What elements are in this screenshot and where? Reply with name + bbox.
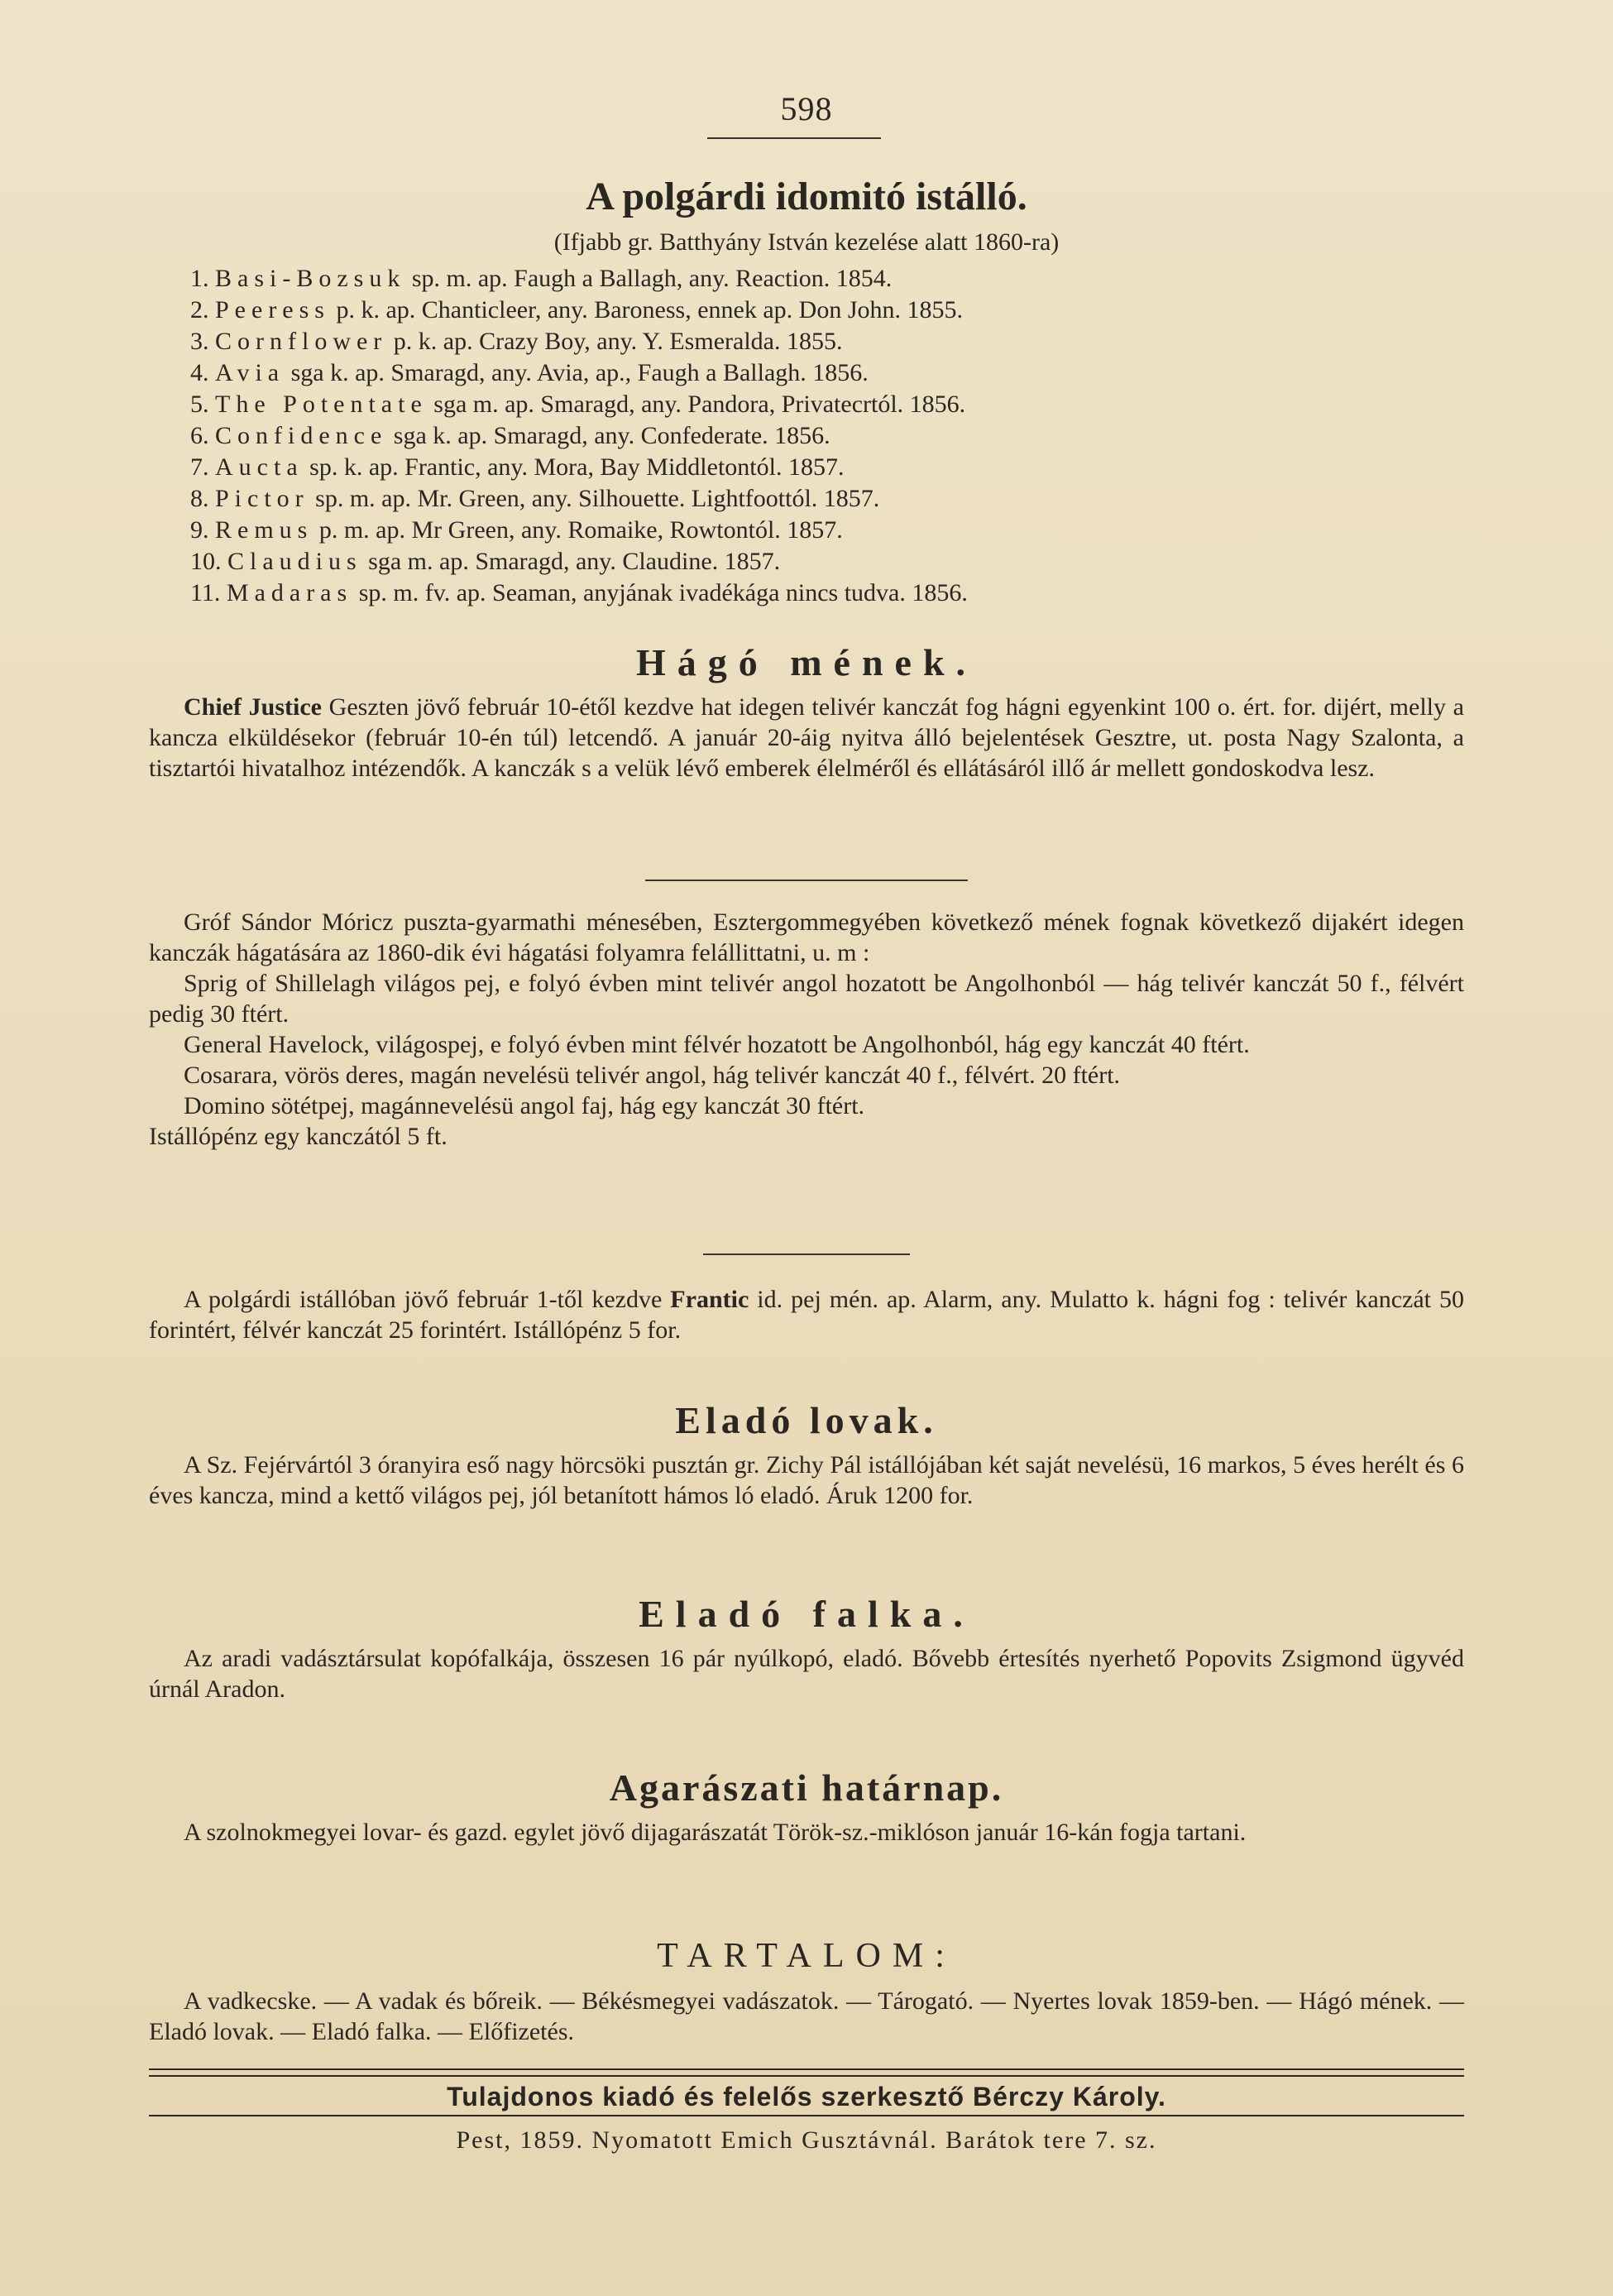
entry-number: 9. <box>190 516 209 544</box>
stable-title: A polgárdi idomitó istálló. <box>586 175 1027 218</box>
stable-subtitle: (Ifjabb gr. Batthyány István kezelése alatt 1860-ra) <box>553 228 1060 256</box>
entry-number: 4. <box>190 359 209 386</box>
stable-fee: Istállópénz egy kanczától 5 ft. <box>149 1123 448 1150</box>
list-item <box>190 357 1348 389</box>
polgardi-text-post: id. pej mén. ap. Alarm, any. Mulatto k. hágni fog : telivér kanczát 50 forintért, félvér kanczát 25 forintért. Istállópénz 5 for. <box>149 1286 1464 1344</box>
horse-name: Cornflower <box>215 328 388 355</box>
list-item <box>190 483 1348 515</box>
elado-lovak-paragraph: A Sz. Fejérvártól 3 óranyira eső nagy hörcsöki pusztán gr. Zichy Pál istállójában két saját nevelésü, 16 markos, 5 éves herélt és 6 éves kancza, mind a kettő világos pej, jól betanított hámos ló eladó. Áruk 1200 for. <box>149 1451 1464 1509</box>
horse-name: Pictor <box>215 485 309 512</box>
toc-title: TARTALOM: <box>657 1937 956 1975</box>
elado-falka-paragraph: Az aradi vadásztársulat kopófalkája, összesen 16 pár nyúlkopó, eladó. Bővebb értesítés nyerhető Popovits Zsigmond ügyvéd úrnál Aradon. <box>149 1645 1464 1703</box>
entry-number: 11. <box>190 579 221 606</box>
list-item <box>190 420 1348 452</box>
agar-paragraph: A szolnokmegyei lovar- és gazd. egylet jövő dijagarászatát Török-sz.-miklóson január 16-kán fogja tartani. <box>184 1819 1247 1846</box>
entry-description: sga m. ap. Smaragd, any. Pandora, Privatecrtól. 1856. <box>427 391 966 418</box>
sandor-section <box>149 907 1464 1152</box>
entry-number: 10. <box>190 548 222 575</box>
hago-paragraph <box>149 692 1464 784</box>
elado-falka-title: Eladó falka. <box>639 1593 974 1635</box>
horse-name: Remus <box>215 516 314 544</box>
entry-description: sp. k. ap. Frantic, any. Mora, Bay Middletontól. 1857. <box>303 453 845 481</box>
footer-rule-lower <box>149 2115 1464 2116</box>
entry-description: sp. m. fv. ap. Seaman, anyjának ivadékága nincs tudva. 1856. <box>352 579 968 606</box>
hago-text: Geszten jövő február 10-étől kezdve hat idegen telivér kanczát fog hágni egyenkint 100 o. ért. for. dijért, melly a kancza elküldésekor (február 10-én túl) letcendő. A január 20-áig nyitva álló bejelentések Gesztre, ut. posta Nagy Szalonta, a tisztartói hivatalhoz intézendők. A kanczák s a velük lévő emberek élelméről és ellátásáról illő ár mellett gondoskodva lesz. <box>149 693 1464 782</box>
page-number: 598 <box>780 90 833 127</box>
entry-number: 5. <box>190 391 209 418</box>
list-item: Sprig of Shillelagh világos pej, e folyó évben mint telivér angol hozatott be Angolhonból — hág telivér kanczát 50 f., félvért pedig 30 ftért. <box>149 970 1464 1028</box>
entry-description: sp. m. ap. Faugh a Ballagh, any. Reaction. 1854. <box>405 265 893 292</box>
stallion-name: Chief Justice <box>184 693 322 721</box>
entry-description: p. k. ap. Chanticleer, any. Baroness, ennek ap. Don John. 1855. <box>329 296 963 324</box>
stallion-name: Frantic <box>670 1286 749 1313</box>
horse-name: Madaras <box>226 579 353 606</box>
horse-name: Peeress <box>215 296 330 324</box>
footer-rule <box>149 2068 1464 2077</box>
horse-name: Confidence <box>215 422 388 449</box>
entry-number: 6. <box>190 422 209 449</box>
list-item: Domino sötétpej, magánnevelésü angol faj, hág egy kanczát 30 ftért. <box>184 1092 865 1119</box>
horse-name: Basi-Bozsuk <box>215 265 406 292</box>
entry-description: sga k. ap. Smaragd, any. Avia, ap., Faugh a Ballagh. 1856. <box>285 359 869 386</box>
entry-description: sga m. ap. Smaragd, any. Claudine. 1857. <box>361 548 781 575</box>
imprint-line: Pest, 1859. Nyomatott Emich Gusztávnál. Barátok tere 7. sz. <box>456 2126 1157 2154</box>
list-item <box>190 295 1348 326</box>
entry-number: 1. <box>190 265 209 292</box>
toc-text: A vadkecske. — A vadak és bőreik. — Békésmegyei vadászatok. — Tárogató. — Nyertes lovak 1859-ben. — Hágó mének. — Eladó lovak. — Eladó falka. — Előfizetés. <box>149 1987 1464 2045</box>
list-item: General Havelock, világospej, e folyó évben mint félvér hozatott be Angolhonból, hág egy kanczát 40 ftért. <box>184 1031 1250 1058</box>
section-divider <box>645 880 968 881</box>
elado-lovak-title: Eladó lovak. <box>675 1399 938 1441</box>
entry-description: sp. m. ap. Mr. Green, any. Silhouette. Lightfoottól. 1857. <box>309 485 880 512</box>
stable-entry-list <box>190 263 1348 609</box>
entry-description: p. m. ap. Mr Green, any. Romaike, Rowtontól. 1857. <box>313 516 843 544</box>
entry-description: sga k. ap. Smaragd, any. Confederate. 1856. <box>387 422 830 449</box>
entry-number: 3. <box>190 328 209 355</box>
list-item <box>190 389 1348 420</box>
page-number-rule <box>707 137 881 139</box>
entry-description: p. k. ap. Crazy Boy, any. Y. Esmeralda. 1855. <box>387 328 843 355</box>
entry-number: 7. <box>190 453 209 481</box>
horse-name: Claudius <box>227 548 362 575</box>
list-item <box>190 452 1348 483</box>
horse-name: The Potentate <box>215 391 428 418</box>
list-item <box>190 263 1348 295</box>
entry-number: 8. <box>190 485 209 512</box>
sandor-intro: Gróf Sándor Móricz puszta-gyarmathi ménesében, Esztergommegyében következő mének fognak következő dijakért idegen kanczák hágatására az 1860-dik évi hágatási folyamra felállittatni, u. m : <box>149 908 1464 966</box>
publisher-line: Tulajdonos kiadó és felelős szerkesztő Bérczy Károly. <box>447 2082 1166 2111</box>
list-item <box>190 326 1348 357</box>
list-item <box>190 515 1348 546</box>
list-item: Cosarara, vörös deres, magán nevelésü telivér angol, hág telivér kanczát 40 f., félvért. 20 ftért. <box>184 1062 1121 1089</box>
entry-number: 2. <box>190 296 209 324</box>
list-item <box>190 578 1348 609</box>
polgardi-paragraph <box>149 1284 1464 1345</box>
section-divider <box>703 1253 910 1255</box>
horse-name: Avia <box>215 359 285 386</box>
list-item <box>190 546 1348 578</box>
polgardi-text-pre: A polgárdi istállóban jövő február 1-től kezdve <box>184 1286 671 1313</box>
hago-title: Hágó mének. <box>635 641 978 683</box>
horse-name: Aucta <box>215 453 304 481</box>
agar-title: Agarászati határnap. <box>609 1766 1004 1809</box>
